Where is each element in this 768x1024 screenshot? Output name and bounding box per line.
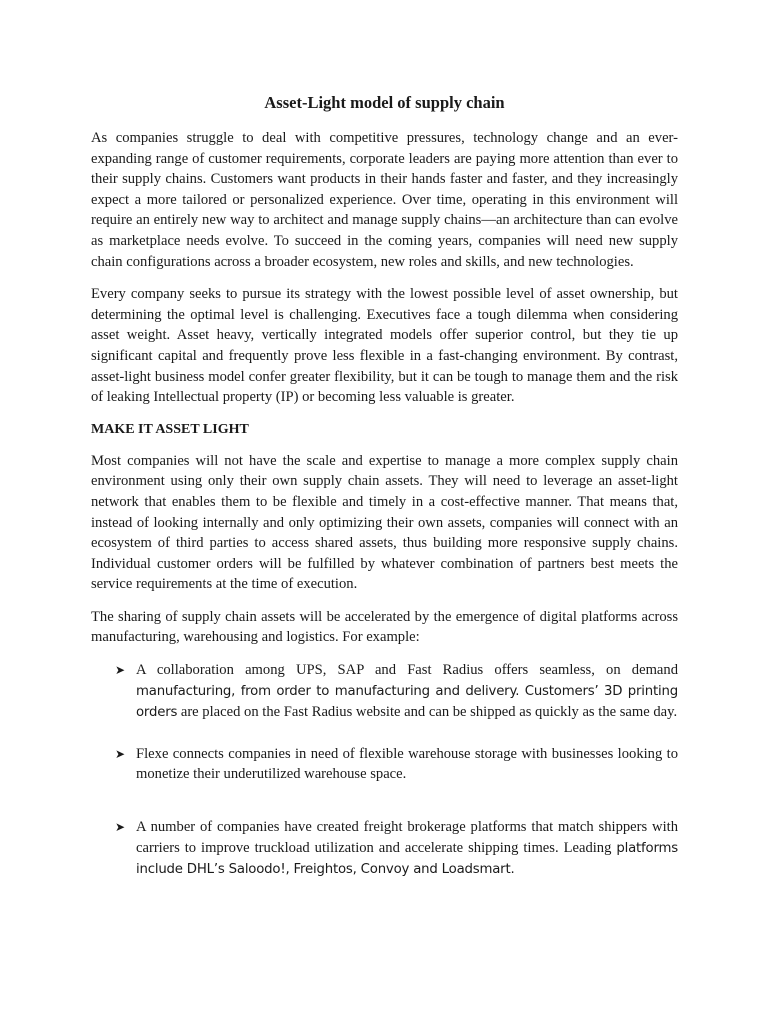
list-item-text-part: A collaboration among UPS, SAP and Fast Radius offers seamless, on demand [136, 662, 678, 679]
intro-paragraph-1: As companies struggle to deal with competitive pressures, technology change and an ever-expanding range of customer requirements, corporate leaders are paying more attention than ever to their supply chains. Customers want products in their hands faster and faster, and they increasingly expect a more tailored or personalized experience. Over time, operating in this environment will require an entirely new way to architect and manage supply chains—an architecture than can evolve as marketplace needs evolve. To succeed in the coming years, companies will need new supply chain configurations across a broader ecosystem, new roles and skills, and new technologies. [91, 130, 678, 270]
list-item [91, 817, 678, 881]
document-page [91, 92, 678, 881]
document-title: Asset-Light model of supply chain [264, 93, 505, 112]
arrow-bullet-icon: ➤ [115, 663, 126, 678]
list-item-text-part: platforms include DHL’s Saloodo!, Freightos, Convoy and Loadsmart. [136, 840, 678, 878]
section-paragraph-2: The sharing of supply chain assets will be accelerated by the emergence of digital platforms across manufacturing, warehousing and logistics. For example: [91, 608, 678, 646]
intro-paragraph-2: Every company seeks to pursue its strategy with the lowest possible level of asset ownership, but determining the optimal level is challenging. Executives face a tough dilemma when considering asset weight. Asset heavy, vertically integrated models offer superior control, but they tie up significant capital and frequently prove less flexible in a fast-changing environment. By contrast, asset-light business model confer greater flexibility, but it can be tough to manage them and the risk of leaking Intellectual property (IP) or becoming less valuable is greater. [91, 286, 678, 406]
section-heading: MAKE IT ASSET LIGHT [91, 421, 249, 437]
example-list [91, 660, 678, 881]
list-item-text-part: A number of companies have created freight brokerage platforms that match shippers with carriers to improve truckload utilization and accelerate shipping times. Leading [136, 819, 678, 856]
list-item [91, 744, 678, 785]
list-item-text-part: manufacturing, from order to manufacturing and delivery. Customers’ 3D printing orders [136, 683, 678, 721]
arrow-bullet-icon: ➤ [115, 746, 126, 761]
arrow-bullet-icon: ➤ [115, 820, 126, 835]
list-item [91, 660, 678, 724]
list-item-text-part: are placed on the Fast Radius website and can be shipped as quickly as the same day. [177, 704, 678, 721]
list-item-text: Flexe connects companies in need of flexible warehouse storage with businesses looking to monetize their underutilized warehouse space. [136, 745, 678, 783]
section-paragraph-1: Most companies will not have the scale and expertise to manage a more complex supply chain environment using only their own supply chain assets. They will need to leverage an asset-light network that enables them to be flexible and timely in a cost-effective manner. That means that, instead of looking internally and only optimizing their own assets, companies will connect with an ecosystem of third parties to access shared assets, thus building more responsive supply chains. Individual customer orders will be fulfilled by whatever combination of partners best meets the service requirements at the time of execution. [91, 452, 678, 593]
